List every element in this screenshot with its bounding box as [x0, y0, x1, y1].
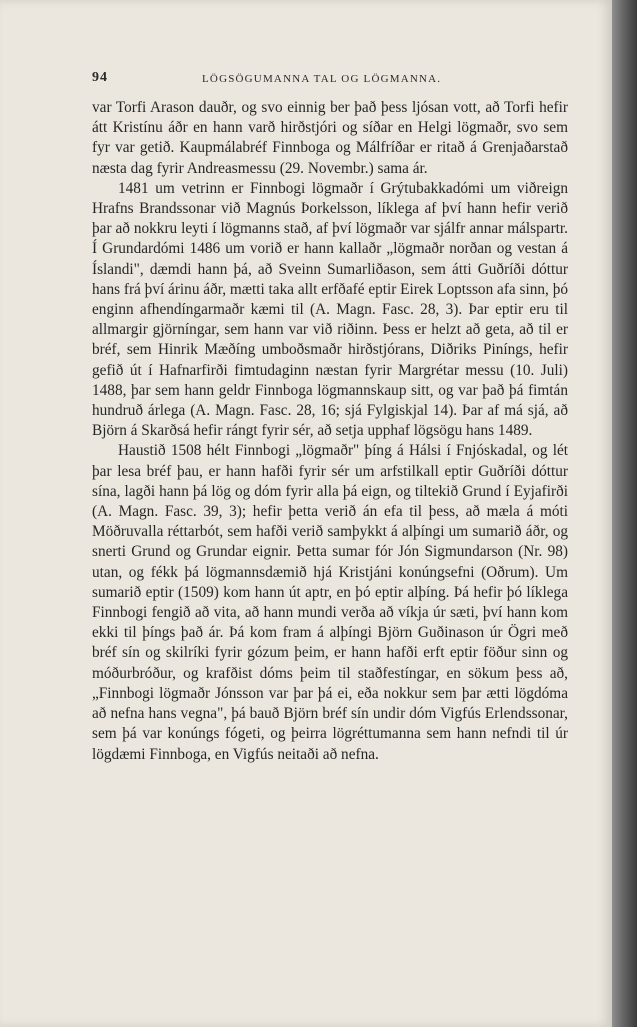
page-edge-shadow [612, 0, 637, 1027]
paragraph-1508: Haustið 1508 hélt Finnbogi „lögmaðr" þíng á Hálsi í Fnjóskadal, og lét þar lesa bréf þau, er hann hafði fyrir sér um arfstilkall eptir Guðríði dóttur sína, lagði hann þá lög og dóm fyrir alla þá eign, og tiltekið Grund í Eyjafirði (A. Magn. Fasc. 39, 3); hefir þetta verið án efa til þess, að mæla á móti Möðruvalla réttarbót, sem hafði verið samþykkt á alþíngi um sumarið áðr, og snerti Grund og Grundar eignir. Þetta sumar fór Jón Sigmundarson (Nr. 98) utan, og fékk þá lögmannsdæmið hjá Kristjáni konúngsefni (Oðrum). Um sumarið eptir (1509) kom hann út aptr, en þó eptir alþíng. Þá hefir þó líklega Finnbogi fengið að vita, að hann mundi verða að víkja úr sæti, því hann kom ekki til þíngs það ár. Þá kom fram á alþíngi Björn Guðinason úr Ögri með bréf sín og skilríki fyrir gózum þeim, er hann hafði erft eptir föður sinn og móðurbróður, og krafðist dóms þeim til staðfestíngar, en sökum þess að, „Finnbogi lögmaðr Jónsson var þar þá ei, eða nokkur sem þar ætti lögdóma að nefna hans vegna", þá bauð Björn bréf sín undir dóm Vigfús Erlendssonar, sem þá var konúngs fógeti, og þeirra lögréttumanna sem hann nefndi til úr lögdæmi Finnboga, en Vigfús neitaði að nefna. [92, 442, 568, 763]
paragraph-continuation: var Torfi Arason dauðr, og svo einnig ber það þess ljósan vott, að Torfi hefir átt Kristínu áðr en hann varð hirðstjóri og síðar en Helgi lögmaðr, svo sem fyr var getið. Kaupmálabréf Finnboga og Málfríðar er ritað á Grenjaðarstað næsta dag fyrir Andreasmessu (29. Novembr.) sama ár. [92, 99, 568, 177]
page-number: 94 [92, 70, 108, 85]
running-title: LÖGSÖGUMANNA TAL OG LÖGMANNA. [202, 73, 442, 85]
paragraph-1481: 1481 um vetrinn er Finnbogi lögmaðr í Grýtubakkadómi um viðreign Hrafns Brandssonar við Magnús Þorkelsson, líklega af því hann hefir verið þar að nokkru leyti í lögmanns stað, af því lögmaðr var sjálfr annar málspartr. Í Grundardómi 1486 um vorið er hann kallaðr „lögmaðr norðan og vestan á Íslandi", dæmdi hann þá, að Sveinn Sumarliðason, sem átti Guðríði dóttur hans frá því árinu áðr, mætti taka allt erfðafé eptir Eirek Loptsson afa sinn, þó enginn afhendíngarmaðr kæmi til (A. Magn. Fasc. 28, 3). Þar eptir eru til allmargir gjörníngar, sem hann var við riðinn. Þess er helzt að geta, að til er bréf, sem Hinrik Mæðíng umboðsmaðr hirðstjórans, Diðriks Piníngs, hefir gefið út í Hafnarfirði fimtudaginn næstan fyrir Margrétar messu (10. Juli) 1488, þar sem hann geldr Finnboga lögmannskaup sitt, og var það þá fimtán hundruð árlega (A. Magn. Fasc. 28, 16; sjá Fylgiskjal 14). Þar af má sjá, að Björn á Skarðsá hefir rángt fyrir sér, að setja upphaf lögsögu hans 1489. [92, 179, 568, 440]
body-text [92, 98, 568, 765]
page-header [92, 70, 497, 90]
